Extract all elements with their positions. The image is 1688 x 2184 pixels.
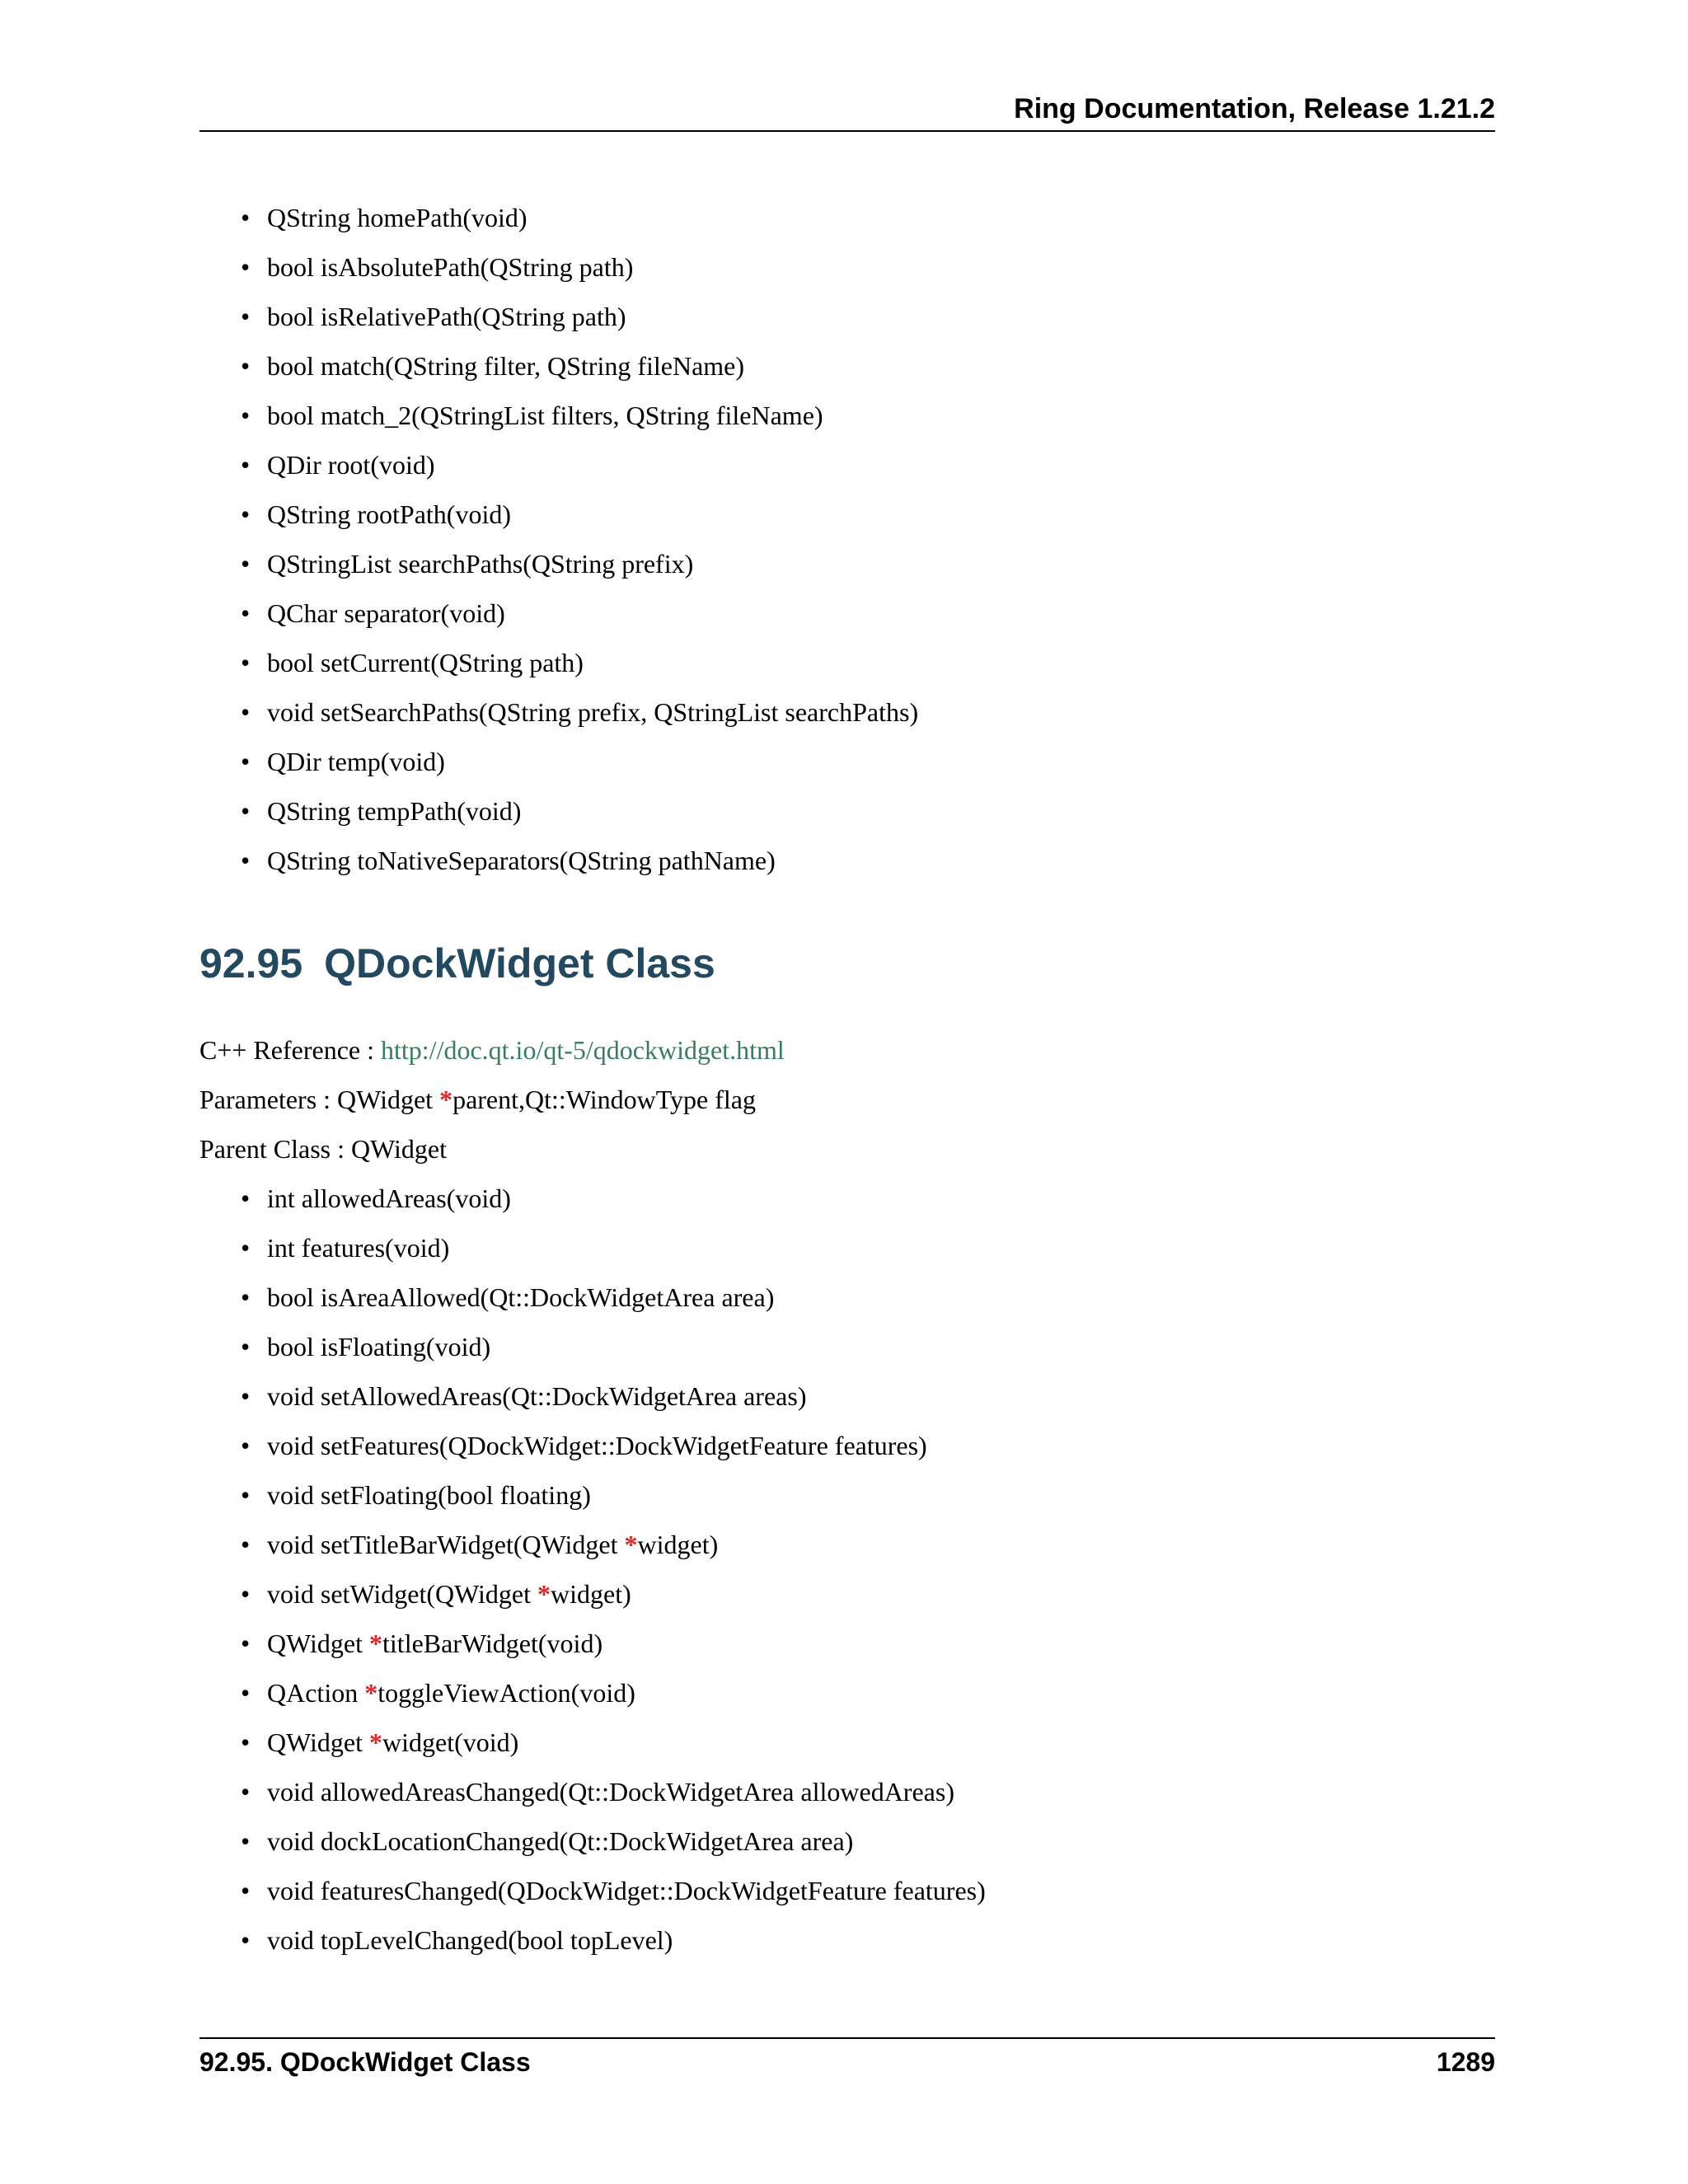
method-signature: QWidget [267, 1629, 370, 1658]
list-item [241, 1767, 986, 1816]
bullet: • [241, 697, 251, 727]
method-signature: QStringList searchPaths(QString prefix) [267, 549, 694, 579]
method-signature: QString homePath(void) [267, 203, 528, 232]
list-item [241, 1718, 986, 1767]
method-signature: void setAllowedAreas(Qt::DockWidgetArea areas) [267, 1381, 807, 1411]
list-item [241, 737, 918, 786]
bullet: • [241, 1876, 251, 1905]
list-item [241, 1915, 986, 1965]
list-item [241, 292, 918, 341]
method-signature-rest: widget) [551, 1579, 631, 1609]
bullet: • [241, 450, 251, 480]
document-page [199, 0, 1495, 2184]
list-item [241, 1668, 986, 1718]
bullet: • [241, 1925, 251, 1955]
method-signature: bool isAreaAllowed(Qt::DockWidgetArea area) [267, 1282, 775, 1312]
bullet: • [241, 1431, 251, 1460]
method-signature: QWidget [267, 1727, 370, 1757]
parameters-line [199, 1075, 756, 1124]
method-signature-rest: titleBarWidget(void) [382, 1629, 603, 1658]
list-item [241, 1174, 986, 1223]
method-signature: void setWidget(QWidget [267, 1579, 538, 1609]
list-item [241, 539, 918, 588]
bullet: • [241, 747, 251, 776]
qdir-method-list [241, 193, 919, 885]
section-number: 92.95 [199, 940, 303, 987]
method-signature: void setFeatures(QDockWidget::DockWidgetFeature features) [267, 1431, 927, 1460]
method-signature: QString tempPath(void) [267, 796, 522, 826]
parameters-type: QWidget [337, 1085, 440, 1114]
list-item [241, 1322, 986, 1371]
method-signature: bool isRelativePath(QString path) [267, 302, 626, 331]
bullet: • [241, 1678, 251, 1708]
method-signature: bool isAbsolutePath(QString path) [267, 252, 634, 282]
method-signature: QString rootPath(void) [267, 499, 511, 529]
bullet: • [241, 203, 251, 232]
method-signature: void setFloating(bool floating) [267, 1480, 591, 1510]
bullet: • [241, 648, 251, 677]
method-signature: void allowedAreasChanged(Qt::DockWidgetArea allowedAreas) [267, 1777, 954, 1807]
list-item [241, 440, 918, 490]
pointer-star: * [439, 1085, 453, 1114]
list-item [241, 1371, 986, 1421]
bullet: • [241, 1727, 251, 1757]
list-item [241, 687, 919, 737]
header-rule [199, 130, 1495, 132]
list-item [241, 1470, 986, 1520]
pointer-star: * [369, 1727, 383, 1757]
method-signature: QDir root(void) [267, 450, 435, 480]
list-item [241, 1520, 986, 1569]
method-signature: int features(void) [267, 1233, 450, 1263]
section-title: QDockWidget Class [324, 940, 715, 987]
method-signature: bool match(QString filter, QString fileName) [267, 351, 745, 381]
bullet: • [241, 1233, 251, 1263]
pointer-star: * [537, 1579, 551, 1609]
method-signature-rest: widget(void) [382, 1727, 519, 1757]
parent-class-value: QWidget [350, 1134, 447, 1164]
method-signature: void setTitleBarWidget(QWidget [267, 1530, 625, 1559]
method-signature: bool setCurrent(QString path) [267, 648, 584, 677]
bullet: • [241, 549, 251, 579]
list-item [241, 391, 918, 440]
list-item [241, 786, 918, 836]
bullet: • [241, 252, 251, 282]
list-item [241, 193, 918, 242]
method-signature: void setSearchPaths(QString prefix, QStringList searchPaths) [267, 697, 919, 727]
parameters-label: Parameters : [199, 1085, 338, 1114]
list-item [241, 242, 918, 292]
bullet: • [241, 1381, 251, 1411]
method-signature: QDir temp(void) [267, 747, 445, 776]
method-signature: QAction [267, 1678, 365, 1708]
bullet: • [241, 1826, 251, 1856]
list-item [241, 1619, 986, 1668]
method-signature-rest: toggleViewAction(void) [377, 1678, 635, 1708]
method-signature: int allowedAreas(void) [267, 1183, 511, 1213]
pointer-star: * [369, 1629, 383, 1658]
bullet: • [241, 1777, 251, 1807]
method-signature: bool match_2(QStringList filters, QString fileName) [267, 401, 823, 430]
method-signature: bool isFloating(void) [267, 1332, 491, 1361]
pointer-star: * [624, 1530, 638, 1559]
section-heading [199, 938, 715, 989]
list-item [241, 588, 918, 638]
bullet: • [241, 796, 251, 826]
reference-link[interactable]: http://doc.qt.io/qt-5/qdockwidget.html [381, 1035, 785, 1065]
method-signature: void topLevelChanged(bool topLevel) [267, 1925, 673, 1955]
bullet: • [241, 1530, 251, 1559]
list-item [241, 1272, 986, 1322]
list-item [241, 341, 918, 391]
bullet: • [241, 598, 251, 628]
list-item [241, 1421, 986, 1470]
pointer-star: * [364, 1678, 378, 1708]
footer-rule [199, 2037, 1495, 2039]
bullet: • [241, 1183, 251, 1213]
bullet: • [241, 499, 251, 529]
list-item [241, 1569, 986, 1619]
bullet: • [241, 351, 251, 381]
method-signature: QString toNativeSeparators(QString pathName) [267, 846, 776, 875]
method-signature: QChar separator(void) [267, 598, 505, 628]
list-item [241, 638, 918, 687]
list-item [241, 836, 918, 885]
bullet: • [241, 846, 251, 875]
bullet: • [241, 1579, 251, 1609]
bullet: • [241, 302, 251, 331]
qdockwidget-method-list [241, 1174, 986, 1965]
parameters-rest: parent,Qt::WindowType flag [452, 1085, 756, 1114]
list-item [241, 490, 918, 539]
parent-class-line [199, 1124, 447, 1174]
footer-section-title: 92.95. QDockWidget Class [199, 2047, 531, 2077]
bullet: • [241, 401, 251, 430]
bullet: • [241, 1480, 251, 1510]
list-item [241, 1223, 986, 1272]
bullet: • [241, 1629, 251, 1658]
bullet: • [241, 1282, 251, 1312]
list-item [241, 1816, 986, 1866]
running-header: Ring Documentation, Release 1.21.2 [1014, 93, 1495, 124]
cpp-reference-line [199, 1025, 785, 1075]
page-number: 1289 [1436, 2047, 1495, 2077]
list-item [241, 1866, 986, 1915]
method-signature: void dockLocationChanged(Qt::DockWidgetArea area) [267, 1826, 854, 1856]
method-signature-rest: widget) [637, 1530, 719, 1559]
method-signature: void featuresChanged(QDockWidget::DockWidgetFeature features) [267, 1876, 986, 1905]
bullet: • [241, 1332, 251, 1361]
reference-label: C++ Reference : [199, 1035, 381, 1065]
parent-class-label: Parent Class : [199, 1134, 351, 1164]
